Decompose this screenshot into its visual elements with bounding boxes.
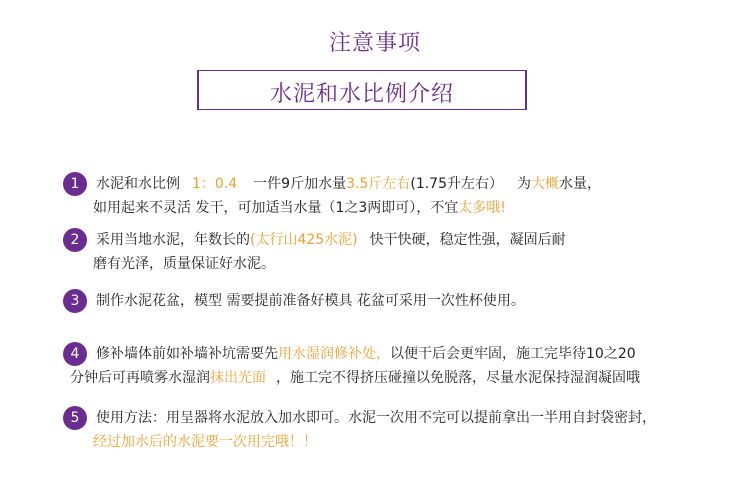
note-line [93, 430, 317, 454]
note-line [70, 366, 640, 390]
text-span: 使用方法：用呈器将水泥放入加水即可。水泥一次用不完可以提前拿出一半用自封袋密封， [96, 410, 656, 426]
text-span: 为 [517, 176, 531, 192]
note-line [96, 342, 636, 366]
note-line [96, 289, 525, 313]
final-highlight: 经过加水后的水泥要一次用完哦！！ [93, 434, 317, 450]
subtitle-frame [197, 70, 527, 110]
note-line [93, 252, 275, 276]
note-line [96, 172, 601, 196]
note-line [93, 196, 506, 220]
number-badge: 3 [63, 289, 87, 313]
frame-top-line [197, 70, 527, 71]
wet-highlight: 用水湿润修补处， [278, 346, 390, 362]
text-span: ，施工完不得挤压碰撞以免脱落，尽量水泥保持湿润凝固哦 [276, 370, 640, 386]
text-span: 以便干后会更牢固，施工完毕待10之20 [390, 346, 636, 362]
amount-highlight: 3.5斤左右 [346, 176, 411, 192]
text-span: 水泥和水比例 [96, 176, 180, 192]
frame-bottom-line [197, 109, 527, 110]
text-span: 分钟后可再喷雾水湿润 [70, 370, 210, 386]
note-line [96, 228, 566, 252]
smooth-highlight: 抹出光面 [210, 370, 266, 386]
text-span: 如用起来不灵活 发干，可加适当水量（1之3两即可），不宜 [93, 200, 459, 216]
text-span: (1.75升左右） [410, 176, 503, 192]
note-line [96, 406, 656, 430]
text-span: 采用当地水泥，年数长的 [96, 232, 250, 248]
number-badge: 5 [63, 406, 87, 430]
approx-highlight: 大概 [531, 176, 559, 192]
text-span: 水量， [559, 176, 601, 192]
number-badge: 4 [63, 342, 87, 366]
page-title: 注意事项 [328, 31, 421, 56]
number-badge: 1 [63, 172, 87, 196]
ratio-highlight: 1：0.4 [192, 176, 238, 192]
subtitle: 水泥和水比例介绍 [269, 82, 454, 107]
text-span: 一件9斤加水量 [253, 176, 347, 192]
number-badge: 2 [63, 228, 87, 252]
brand-highlight: (太行山425水泥) [250, 232, 358, 248]
text-span: 制作水泥花盆，模型 需要提前准备好模具 花盆可采用一次性杯使用。 [96, 293, 525, 309]
text-span: 快干快硬，稳定性强，凝固后耐 [369, 232, 566, 248]
text-span: 磨有光泽，质量保证好水泥。 [93, 256, 275, 272]
warning-highlight: 太多哦! [458, 200, 506, 216]
text-span: 修补墙体前如补墙补坑需要先 [96, 346, 278, 362]
